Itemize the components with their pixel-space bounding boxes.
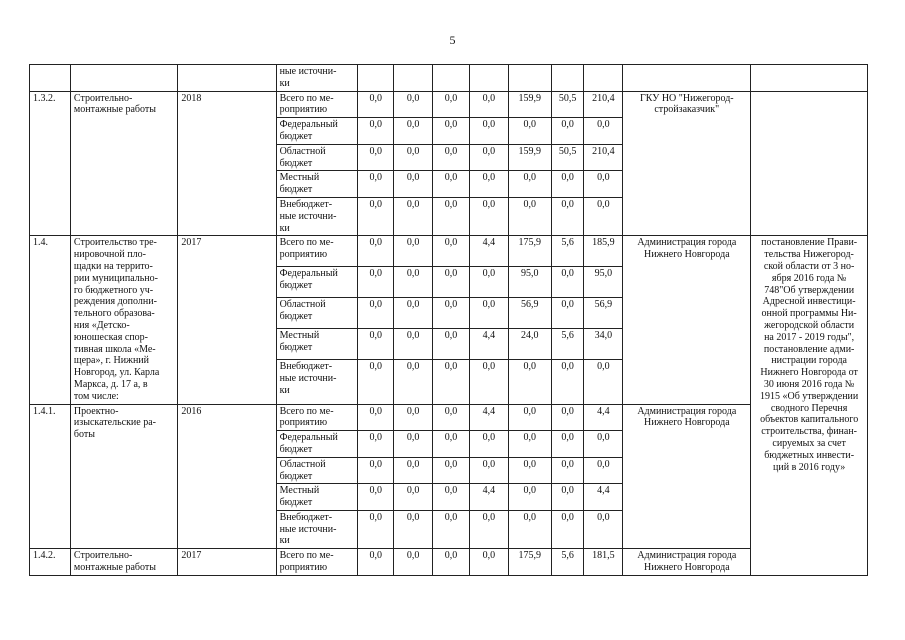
value-cell: 0,0	[433, 118, 470, 145]
executor: Администрация города Нижнего Новгорода	[623, 236, 751, 404]
item-year: 2017	[178, 236, 276, 404]
value-cell: 0,0	[469, 171, 508, 198]
value-cell: 0,0	[433, 298, 470, 329]
value-cell: 0,0	[433, 457, 470, 484]
funding-source: Внебюджет- ные источни- ки	[276, 359, 358, 404]
item-name: Строительно- монтажные работы	[70, 549, 177, 576]
value-cell: 0,0	[358, 267, 394, 298]
value-cell: 0,0	[358, 144, 394, 171]
value-cell: 0,0	[433, 267, 470, 298]
item-code: 1.3.2.	[30, 91, 71, 236]
funding-source: Всего по ме- роприятию	[276, 236, 358, 267]
value-cell: 0,0	[433, 484, 470, 511]
funding-source: Федеральный бюджет	[276, 118, 358, 145]
value-cell: 0,0	[394, 359, 433, 404]
funding-source: Областной бюджет	[276, 144, 358, 171]
value-cell: 210,4	[584, 91, 623, 118]
value-cell	[584, 65, 623, 92]
value-cell: 0,0	[551, 457, 584, 484]
source-cell: ные источни- ки	[276, 65, 358, 92]
value-cell: 5,6	[551, 549, 584, 576]
value-cell: 56,9	[584, 298, 623, 329]
value-cell: 0,0	[508, 118, 551, 145]
executor: Администрация города Нижнего Новгорода	[623, 404, 751, 549]
value-cell: 0,0	[394, 431, 433, 458]
value-cell: 0,0	[469, 267, 508, 298]
value-cell: 0,0	[469, 197, 508, 235]
value-cell: 0,0	[551, 267, 584, 298]
value-cell: 56,9	[508, 298, 551, 329]
value-cell: 0,0	[394, 457, 433, 484]
value-cell: 0,0	[551, 484, 584, 511]
value-cell: 0,0	[394, 404, 433, 431]
year-cell	[178, 65, 276, 92]
value-cell: 0,0	[508, 457, 551, 484]
value-cell: 5,6	[551, 236, 584, 267]
value-cell: 0,0	[433, 549, 470, 576]
value-cell: 0,0	[584, 118, 623, 145]
value-cell: 0,0	[551, 171, 584, 198]
executor-cell	[623, 65, 751, 92]
value-cell: 0,0	[584, 510, 623, 548]
funding-source: Всего по ме- роприятию	[276, 549, 358, 576]
value-cell: 0,0	[394, 329, 433, 360]
value-cell: 0,0	[394, 144, 433, 171]
value-cell: 0,0	[551, 510, 584, 548]
value-cell: 0,0	[433, 171, 470, 198]
item-name: Проектно- изыскательские ра- боты	[70, 404, 177, 549]
value-cell: 0,0	[394, 118, 433, 145]
value-cell: 0,0	[358, 91, 394, 118]
value-cell: 0,0	[358, 549, 394, 576]
funding-source: Федеральный бюджет	[276, 431, 358, 458]
value-cell: 0,0	[358, 171, 394, 198]
value-cell: 0,0	[469, 298, 508, 329]
value-cell	[551, 65, 584, 92]
value-cell: 50,5	[551, 144, 584, 171]
value-cell: 0,0	[394, 510, 433, 548]
value-cell: 0,0	[469, 144, 508, 171]
name-cell	[70, 65, 177, 92]
value-cell: 0,0	[508, 510, 551, 548]
funding-source: Федеральный бюджет	[276, 267, 358, 298]
value-cell: 0,0	[433, 236, 470, 267]
value-cell: 0,0	[358, 118, 394, 145]
value-cell: 0,0	[358, 298, 394, 329]
funding-source: Всего по ме- роприятию	[276, 404, 358, 431]
value-cell: 159,9	[508, 144, 551, 171]
value-cell: 0,0	[551, 359, 584, 404]
value-cell: 0,0	[433, 404, 470, 431]
item-code: 1.4.	[30, 236, 71, 404]
value-cell: 4,4	[469, 329, 508, 360]
value-cell: 0,0	[394, 298, 433, 329]
value-cell: 4,4	[469, 484, 508, 511]
value-cell: 0,0	[394, 91, 433, 118]
item-year: 2018	[178, 91, 276, 236]
page-number: 5	[449, 33, 456, 47]
funding-source: Внебюджет- ные источни- ки	[276, 197, 358, 235]
value-cell: 0,0	[584, 457, 623, 484]
value-cell: 95,0	[508, 267, 551, 298]
value-cell: 175,9	[508, 236, 551, 267]
value-cell	[433, 65, 470, 92]
value-cell: 0,0	[358, 329, 394, 360]
value-cell: 0,0	[433, 329, 470, 360]
value-cell: 181,5	[584, 549, 623, 576]
value-cell: 95,0	[584, 267, 623, 298]
value-cell: 5,6	[551, 329, 584, 360]
value-cell: 0,0	[358, 457, 394, 484]
value-cell: 0,0	[508, 359, 551, 404]
table-row	[30, 236, 868, 267]
funding-source: Местный бюджет	[276, 329, 358, 360]
value-cell: 0,0	[394, 549, 433, 576]
value-cell: 0,0	[394, 236, 433, 267]
value-cell: 34,0	[584, 329, 623, 360]
value-cell	[469, 65, 508, 92]
item-name: Строительство тре- нировочной пло- щадки на террито- рии муниципально- го бюджетного уч- реждения дополни- тельного образова- ния «Детско- юношеская спор- тивная школа «Ме- щера», г. Нижний Новгород, ул. Карла Маркса, д. 17 а, в том числе:	[70, 236, 177, 404]
value-cell: 0,0	[508, 171, 551, 198]
value-cell: 0,0	[508, 404, 551, 431]
funding-source: Областной бюджет	[276, 457, 358, 484]
value-cell: 0,0	[394, 171, 433, 198]
value-cell	[394, 65, 433, 92]
value-cell: 0,0	[433, 197, 470, 235]
value-cell: 4,4	[584, 404, 623, 431]
value-cell: 0,0	[358, 484, 394, 511]
funding-source: Внебюджет- ные источни- ки	[276, 510, 358, 548]
basis-cell	[751, 65, 868, 92]
value-cell: 0,0	[469, 549, 508, 576]
value-cell: 0,0	[584, 359, 623, 404]
value-cell: 0,0	[394, 484, 433, 511]
value-cell: 0,0	[584, 197, 623, 235]
item-name: Строительно- монтажные работы	[70, 91, 177, 236]
value-cell: 0,0	[358, 510, 394, 548]
funding-source: Местный бюджет	[276, 171, 358, 198]
value-cell: 0,0	[469, 359, 508, 404]
value-cell: 0,0	[433, 359, 470, 404]
value-cell: 0,0	[433, 510, 470, 548]
value-cell: 0,0	[469, 457, 508, 484]
value-cell: 0,0	[508, 431, 551, 458]
value-cell: 0,0	[358, 359, 394, 404]
value-cell	[358, 65, 394, 92]
value-cell: 0,0	[508, 484, 551, 511]
basis-cell	[751, 91, 868, 236]
value-cell: 175,9	[508, 549, 551, 576]
value-cell: 0,0	[551, 118, 584, 145]
executor: Администрация города Нижнего Новгорода	[623, 549, 751, 576]
item-code: 1.4.1.	[30, 404, 71, 549]
value-cell: 0,0	[358, 197, 394, 235]
funding-source: Всего по ме- роприятию	[276, 91, 358, 118]
value-cell: 0,0	[469, 118, 508, 145]
value-cell: 0,0	[551, 298, 584, 329]
value-cell: 0,0	[551, 404, 584, 431]
value-cell: 0,0	[358, 431, 394, 458]
value-cell: 0,0	[394, 267, 433, 298]
value-cell: 4,4	[469, 404, 508, 431]
funding-source: Областной бюджет	[276, 298, 358, 329]
value-cell: 0,0	[358, 236, 394, 267]
value-cell: 0,0	[469, 91, 508, 118]
value-cell: 0,0	[551, 197, 584, 235]
value-cell: 210,4	[584, 144, 623, 171]
item-year: 2016	[178, 404, 276, 549]
value-cell: 0,0	[358, 404, 394, 431]
value-cell: 4,4	[584, 484, 623, 511]
legal-basis: постановление Прави- тельства Нижегород- ской области от 3 но- ября 2016 года № 748"Об утверждении Адресной инвестици- онной программы Ни- жегородской области на 2017 - 2019 годы", постановление адми- нистрации города Нижнего Новгорода от 30 июня 2016 года № 1915 «Об утверждении сводного Перечня объектов капитального строительства, финан- сируемых за счет бюджетных инвести- ций в 2016 году»	[751, 236, 868, 576]
value-cell: 4,4	[469, 236, 508, 267]
value-cell: 0,0	[394, 197, 433, 235]
table-row	[30, 91, 868, 118]
code-cell	[30, 65, 71, 92]
value-cell: 0,0	[508, 197, 551, 235]
value-cell: 159,9	[508, 91, 551, 118]
table-row	[30, 549, 868, 576]
value-cell	[508, 65, 551, 92]
table-row	[30, 404, 868, 431]
value-cell: 0,0	[584, 431, 623, 458]
value-cell: 0,0	[469, 431, 508, 458]
value-cell: 24,0	[508, 329, 551, 360]
value-cell: 50,5	[551, 91, 584, 118]
item-year: 2017	[178, 549, 276, 576]
investment-program-table	[29, 64, 868, 576]
value-cell: 0,0	[469, 510, 508, 548]
table-row-continuation	[30, 65, 868, 92]
value-cell: 0,0	[584, 171, 623, 198]
executor: ГКУ НО "Нижегород- стройзаказчик"	[623, 91, 751, 236]
value-cell: 185,9	[584, 236, 623, 267]
value-cell: 0,0	[433, 91, 470, 118]
value-cell: 0,0	[433, 144, 470, 171]
value-cell: 0,0	[551, 431, 584, 458]
item-code: 1.4.2.	[30, 549, 71, 576]
value-cell: 0,0	[433, 431, 470, 458]
table-body	[30, 65, 868, 576]
funding-source: Местный бюджет	[276, 484, 358, 511]
